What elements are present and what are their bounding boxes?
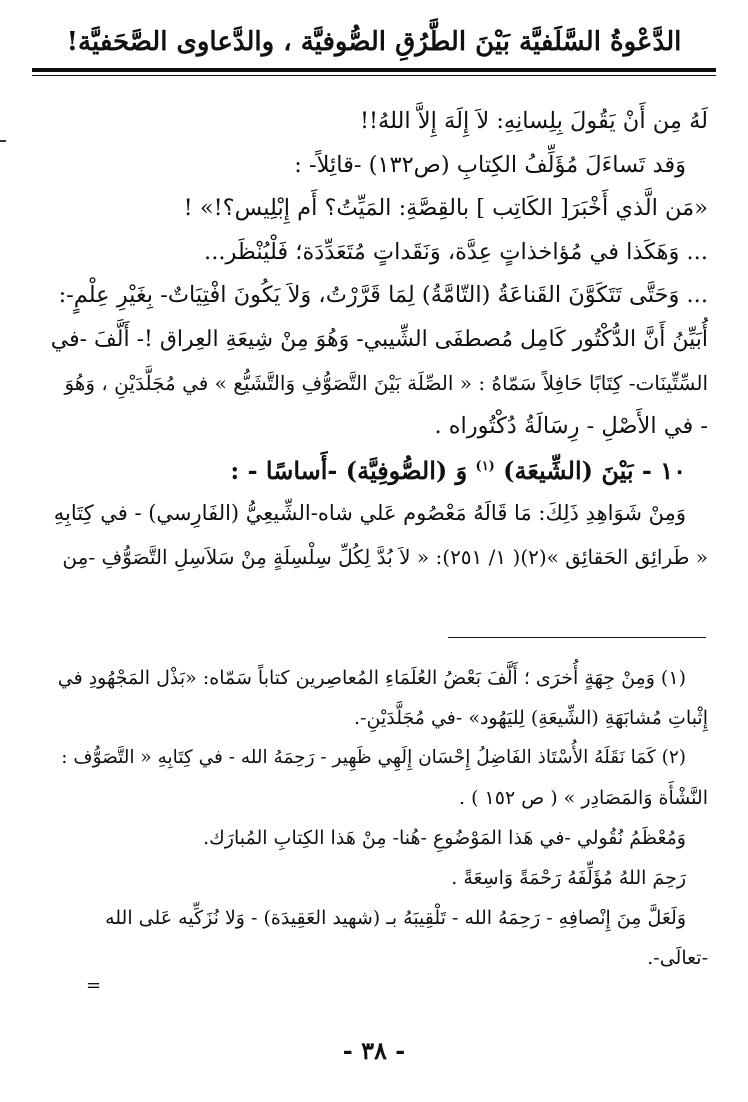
text-line: « طَرائِق الحَقائِق »(٢)( ١/ ٢٥١): « لاَ بُدَّ لِكُلِّ سِلْسِلَةٍ مِنْ سَلاَسِلِ التَّصَوُّفِ -مِن: [62, 544, 708, 569]
footnote-separator: [448, 637, 706, 638]
footnote-line: (١) وَمِنْ جِهَةٍ أُخرَى ؛ أَلَّفَ بَعْضُ العُلَمَاءِ المُعاصِرين كتاباً سَمّاه: «بَذْل المَجْهُودِ في: [57, 667, 686, 689]
footnotes: [52, 658, 708, 978]
footnote-line: وَلَعَلَّ مِنَ إِنْصافِهِ - رَحِمَهُ الله - تَلْقِيبَهُ بـ (شهيد العَقِيدَة) - وَلا نُزَكِّيه عَلى الله: [105, 907, 686, 929]
section-post: ) -أَساسًا - :: [230, 455, 358, 485]
text-line: وَقد تَساءَلَ مُؤَلِّفُ الكِتابِ (ص١٣٢) -قائِلاً- :: [294, 151, 686, 178]
footnote-line: إِثْباتِ مُشابَهَةِ (الشِّيعَةِ) لِليَهُود» -في مُجَلَّدَيْنِ-.: [354, 707, 708, 729]
text-line: السِّتِّينَات- كِتَابًا حَافِلاً سَمّاهُ : « الصِّلَة بَيْنَ التَّصَوُّفِ وَالتَّشَيُّع » في مُجَلَّدَيْنِ ، وَهُوَ: [64, 370, 708, 395]
section-pre: بَيْنَ (: [581, 455, 634, 485]
page-number: - ٣٨ -: [342, 1036, 406, 1065]
text-line: ... وَهَكَذا في مُؤاخذاتٍ عِدَّة، وَنَقَداتٍ مُتَعَدِّدَة؛ فَلْيُنْظَر...: [204, 238, 708, 265]
text-line: وَمِنْ شَوَاهِدِ ذَلِكَ: مَا قَالَهُ مَعْصُوم عَلي شاه-الشِّيعِيُّ (الفَارِسي) - في كِتَابِهِ: [53, 501, 686, 526]
text-line: «مَن الَّذي أَخْبَرَ[ الكَاتِب ] بالقِصَّةِ: المَيِّتُ؟ أَم إِبْلِيس؟!» !: [183, 195, 708, 222]
section-heading: ١٠ - بَيْنَ (الشِّيعَة) $^{(١)}$ وَ (الصُّوفِيَّة) -أَساسًا - :: [230, 455, 686, 485]
footnote-line: وَمُعْظَمُ نُقُولي -في هَذا المَوْضُوعِ -هُنا- مِنْ هَذا الكِتابِ المُبارَك.: [203, 827, 686, 849]
header-rule-thin: [32, 75, 716, 76]
footnote-line: (٢) كَمَا نَقَلَهُ الأُسْتَاذ الفَاضِلُ إِحْسَان إِلَهِي ظَهِير - رَحِمَهُ الله - في كِتَابِهِ « التَّصَوُّف :: [61, 747, 686, 768]
footnote-line: النَّشْأَة وَالمَصَادِر » ( ص ١٥٢ ) .: [459, 787, 708, 809]
running-header: الدَّعْوةُ السَّلَفيَّة بَيْنَ الطَّرُقِ الصُّوفيَّة ، والدَّعاوى الصَّحَفيَّة!: [66, 27, 682, 57]
section-term-sufi: الصُّوفِيَّة: [357, 455, 436, 485]
section-term-shia: الشِّيعَة: [514, 455, 582, 485]
text-line: لَهُ مِن أَنْ يَقُولَ بِلِسانِهِ: لاَ إِلَهَ إِلاَّ اللهُ!!: [359, 108, 708, 134]
header-rule-thick: [32, 68, 716, 72]
section-number: ١٠: [660, 455, 686, 485]
footnote-ref-1[interactable]: (١): [475, 458, 495, 474]
continuation-mark: =: [86, 975, 102, 996]
text-line: - في الأَصْلِ - رِسَالَةُ دُكْتُوراه .: [434, 413, 708, 440]
main-text: [52, 100, 708, 580]
text-line: ... وَحَتَّى تَتَكَوَّنَ القَناعَةُ (التّامَّةُ) لِمَا قَرَّرْتُ، وَلاَ يَكُونَ افْتِيَاتٌ- بِغَيْرِ عِلْمٍ-:: [58, 282, 708, 309]
footnote-line: رَحِمَ اللهُ مُؤَلِّفَهُ رَحْمَةً وَاسِعَةً .: [451, 867, 686, 889]
text-line: أُبَيِّنُ أَنَّ الدُّكْتُور كَامِل مُصطفَى الشِّيبي- وَهُوَ مِنْ شِيعَةِ العِراق !- أَلَّفَ -في: [50, 326, 708, 352]
footnote-line: -تعالَى-.: [647, 947, 708, 969]
margin-mark: [0, 140, 6, 142]
